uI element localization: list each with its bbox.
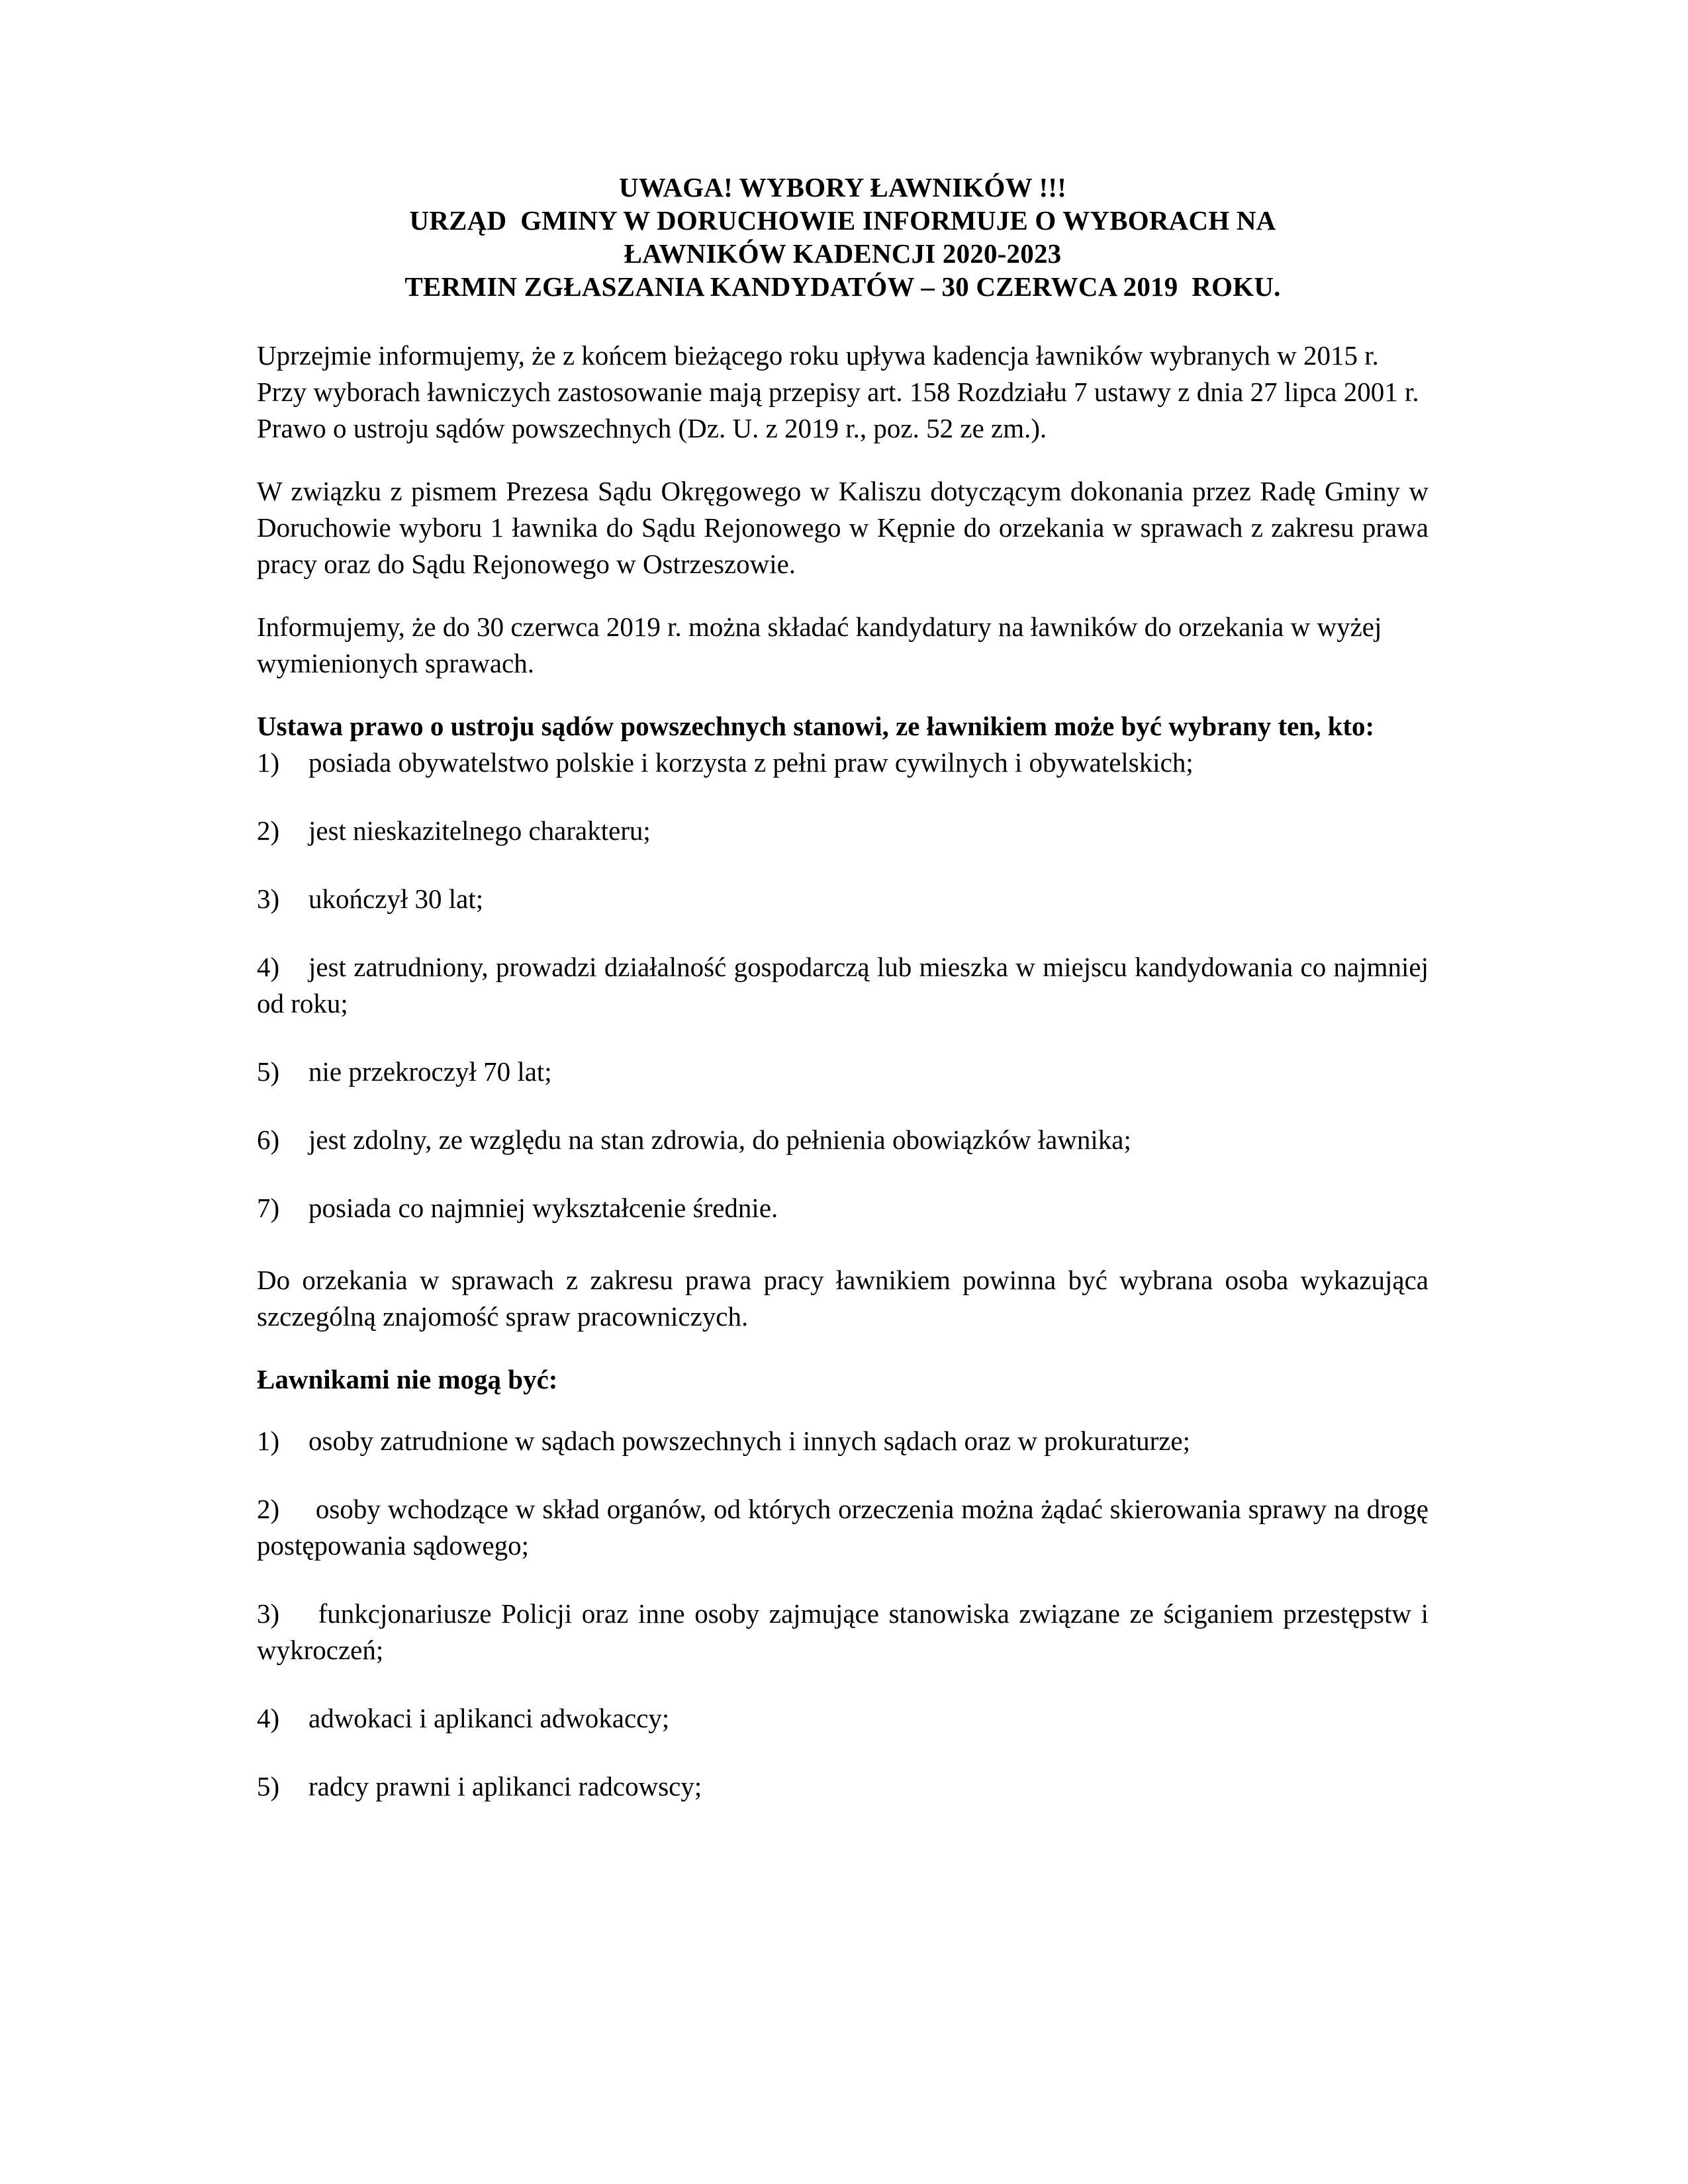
list-text: posiada obywatelstwo polskie i korzysta z pełni praw cywilnych i obywatelskich; (308, 747, 1194, 778)
document-title (257, 171, 1429, 303)
paragraph-deadline: Informujemy, że do 30 czerwca 2019 r. można składać kandydatury na ławników do orzekania w wyżej wymienionych sprawach. (257, 612, 1389, 678)
list-item (257, 1596, 1436, 1668)
list-marker: 6) (257, 1124, 280, 1155)
list-text: osoby zatrudnione w sądach powszechnych i innych sądach oraz w prokuraturze; (308, 1426, 1191, 1456)
heading-exclusions: Ławnikami nie mogą być: (257, 1364, 558, 1394)
exclusions-list (257, 1423, 1436, 1805)
list-text: jest zdolny, ze względu na stan zdrowia, do pełnienia obowiązków ławnika; (308, 1124, 1131, 1155)
list-text: jest zatrudniony, prowadzi działalność gospodarczą lub mieszka w miejscu kandydowania co najmniej od roku; (257, 952, 1436, 1019)
spacer (257, 1226, 1429, 1232)
list-text: posiada co najmniej wykształcenie średnie. (308, 1193, 778, 1223)
list-marker: 5) (257, 1771, 280, 1801)
list-marker: 4) (257, 1703, 280, 1733)
list-text: funkcjonariusze Policji oraz inne osoby zajmujące stanowiska związane ze ściganiem przestępstw i wykroczeń; (257, 1598, 1436, 1665)
list-item (257, 813, 1429, 849)
list-item (257, 949, 1436, 1022)
list-item (257, 1491, 1436, 1564)
list-marker: 1) (257, 747, 280, 778)
list-item (257, 1768, 1429, 1805)
paragraph-labour-law: Do orzekania w sprawach z zakresu prawa pracy ławnikiem powinna być wybrana osoba wykazująca szczególną znajomość spraw pracowniczych. (257, 1265, 1436, 1332)
list-item (257, 1054, 1429, 1090)
title-line-1: UWAGA! WYBORY ŁAWNIKÓW !!! (618, 172, 1067, 203)
list-item (257, 1122, 1429, 1158)
document-content (257, 171, 1436, 1805)
list-item (257, 1190, 1429, 1226)
list-item (257, 1700, 1429, 1737)
list-marker: 7) (257, 1193, 280, 1223)
list-item (257, 1423, 1429, 1459)
paragraph-intro: Uprzejmie informujemy, że z końcem bieżącego roku upływa kadencja ławników wybranych w 2015 r. Przy wyborach ławniczych zastosowanie mają przepisy art. 158 Rozdziału 7 ustawy z dnia 27 lipca 2001 r. Prawo o ustroju sądów powszechnych (Dz. U. z 2019 r., poz. 52 ze zm.). (257, 340, 1426, 443)
list-marker: 2) (257, 1494, 280, 1524)
list-text: jest nieskazitelnego charakteru; (308, 815, 651, 846)
heading-requirements: Ustawa prawo o ustroju sądów powszechnych stanowi, ze ławnikiem może być wybrany ten, kto: (257, 711, 1375, 741)
list-marker: 3) (257, 1598, 280, 1629)
list-item (257, 881, 1429, 917)
list-text: osoby wchodzące w skład organów, od których orzeczenia można żądać skierowania sprawy na drogę postępowania sądowego; (257, 1494, 1436, 1561)
list-item (257, 745, 1429, 781)
list-text: ukończył 30 lat; (308, 884, 484, 914)
list-marker: 2) (257, 815, 280, 846)
list-text: adwokaci i aplikanci adwokaccy; (308, 1703, 670, 1733)
title-line-4: TERMIN ZGŁASZANIA KANDYDATÓW – 30 CZERWCA 2019 ROKU. (404, 271, 1281, 302)
paragraph-letter: W związku z pismem Prezesa Sądu Okręgowego w Kaliszu dotyczącym dokonania przez Radę Gminy w Doruchowie wyboru 1 ławnika do Sądu Rejonowego w Kępnie do orzekania w sprawach z zakresu prawa pracy oraz do Sądu Rejonowego w Ostrzeszowie. (257, 476, 1436, 579)
title-line-2: URZĄD GMINY W DORUCHOWIE INFORMUJE O WYBORACH NA (409, 205, 1276, 236)
list-marker: 5) (257, 1056, 280, 1087)
list-text: nie przekroczył 70 lat; (308, 1056, 552, 1087)
title-line-3: ŁAWNIKÓW KADENCJI 2020-2023 (624, 238, 1062, 269)
requirements-list (257, 745, 1436, 1226)
list-marker: 3) (257, 884, 280, 914)
list-text: radcy prawni i aplikanci radcowscy; (308, 1771, 702, 1801)
list-marker: 1) (257, 1426, 280, 1456)
list-marker: 4) (257, 952, 280, 982)
